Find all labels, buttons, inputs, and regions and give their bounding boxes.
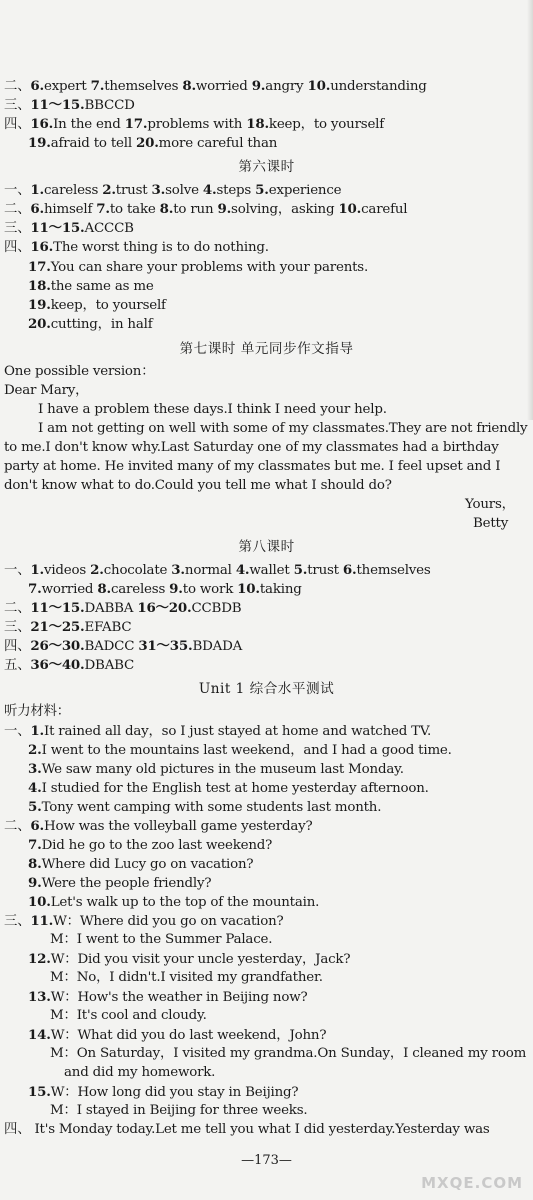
text-line: 五、36～40.DBABC	[4, 657, 135, 673]
watermark	[399, 1146, 529, 1198]
watermark-text: MXQE.COM	[421, 1174, 523, 1192]
text-line: 7.worried 8.careless 9.to work 10.taking	[28, 581, 302, 597]
section-heading: 第六课时	[238, 159, 295, 175]
text-line: 20.cutting，in half	[28, 316, 153, 332]
text-line: 19.afraid to tell 20.more careful than	[28, 135, 278, 151]
text-line: 10.Let's walk up to the top of the mountain.	[28, 894, 320, 910]
text-line: M：I stayed in Beijing for three weeks.	[50, 1103, 308, 1118]
text-line: 3.We saw many old pictures in the museum last Monday.	[28, 761, 404, 777]
text-line: M：On Saturday，I visited my grandma.On Sunday，I cleaned my room	[50, 1046, 527, 1061]
text-line: and did my homework.	[64, 1065, 216, 1080]
text-line: 13.W：How's the weather in Beijing now?	[28, 989, 308, 1005]
text-line: to me.I don't know why.Last Saturday one of my classmates had a birthday	[4, 440, 499, 455]
text-line: 四、16.In the end 17.problems with 18.keep，to yourself	[4, 116, 385, 132]
section-heading: Unit 1 综合水平测试	[198, 681, 335, 697]
text-line: 2.I went to the mountains last weekend，and I had a good time.	[28, 742, 452, 758]
text-line: party at home. He invited many of my classmates but me. I feel upset and I	[4, 459, 501, 474]
text-line: 19.keep，to yourself	[28, 297, 166, 313]
section-heading: 第七课时 单元同步作文指导	[179, 341, 354, 357]
text-line: don't know what to do.Could you tell me what I should do?	[4, 478, 392, 493]
text-line: 三、11～15.ACCCB	[4, 220, 134, 236]
text-line: One possible version：	[4, 364, 155, 379]
text-line: I am not getting on well with some of my classmates.They are not friendly	[38, 421, 528, 436]
text-line: 5.Tony went camping with some students last month.	[28, 799, 382, 815]
text-line: 17.You can share your problems with your parents.	[28, 259, 369, 275]
text-line: 一、1.videos 2.chocolate 3.normal 4.wallet 5.trust 6.themselves	[4, 562, 431, 578]
text-line: 四、16.The worst thing is to do nothing.	[4, 239, 269, 255]
text-line: 15.W：How long did you stay in Beijing?	[28, 1084, 299, 1100]
text-line: I have a problem these days.I think I need your help.	[38, 402, 387, 417]
text-line: 三、21～25.EFABC	[4, 619, 132, 635]
text-line: 7.Did he go to the zoo last weekend?	[28, 837, 273, 853]
text-line: 听力材料：	[4, 704, 70, 719]
text-line: 二、6.expert 7.themselves 8.worried 9.angry 10.understanding	[4, 78, 427, 94]
text-line: 18.the same as me	[28, 278, 154, 294]
text-line: 9.Were the people friendly?	[28, 875, 212, 891]
text-line: 14.W：What did you do last weekend，John?	[28, 1027, 327, 1043]
text-line: 一、1.It rained all day，so I just stayed at home and watched TV.	[4, 723, 432, 739]
text-line: Dear Mary，	[4, 383, 89, 398]
text-line: 二、11～15.DABBA 16～20.CCBDB	[4, 600, 242, 616]
text-line: 4.I studied for the English test at home yesterday afternoon.	[28, 780, 429, 796]
page-number: —173—	[241, 1153, 292, 1168]
text-line: M：It's cool and cloudy.	[50, 1008, 207, 1023]
text-line: 四、 It's Monday today.Let me tell you what I did yesterday.Yesterday was	[4, 1122, 490, 1137]
text-line: Yours，	[465, 497, 515, 512]
text-line: 四、26～30.BADCC 31～35.BDADA	[4, 638, 243, 654]
text-line: 8.Where did Lucy go on vacation?	[28, 856, 254, 872]
text-line: 一、1.careless 2.trust 3.solve 4.steps 5.experience	[4, 182, 342, 198]
text-line: M：No，I didn't.I visited my grandfather.	[50, 970, 323, 985]
text-line: M：I went to the Summer Palace.	[50, 932, 273, 947]
text-line: 二、6.himself 7.to take 8.to run 9.solving，asking 10.careful	[4, 201, 408, 217]
text-line: 三、11.W：Where did you go on vacation?	[4, 913, 284, 929]
text-line: 二、6.How was the volleyball game yesterday?	[4, 818, 313, 834]
page-edge-shadow	[527, 0, 533, 420]
text-line: Betty	[473, 516, 509, 531]
text-line: 三、11～15.BBCCD	[4, 97, 135, 113]
text-line: 12.W：Did you visit your uncle yesterday，Jack?	[28, 951, 351, 967]
section-heading: 第八课时	[238, 539, 295, 555]
